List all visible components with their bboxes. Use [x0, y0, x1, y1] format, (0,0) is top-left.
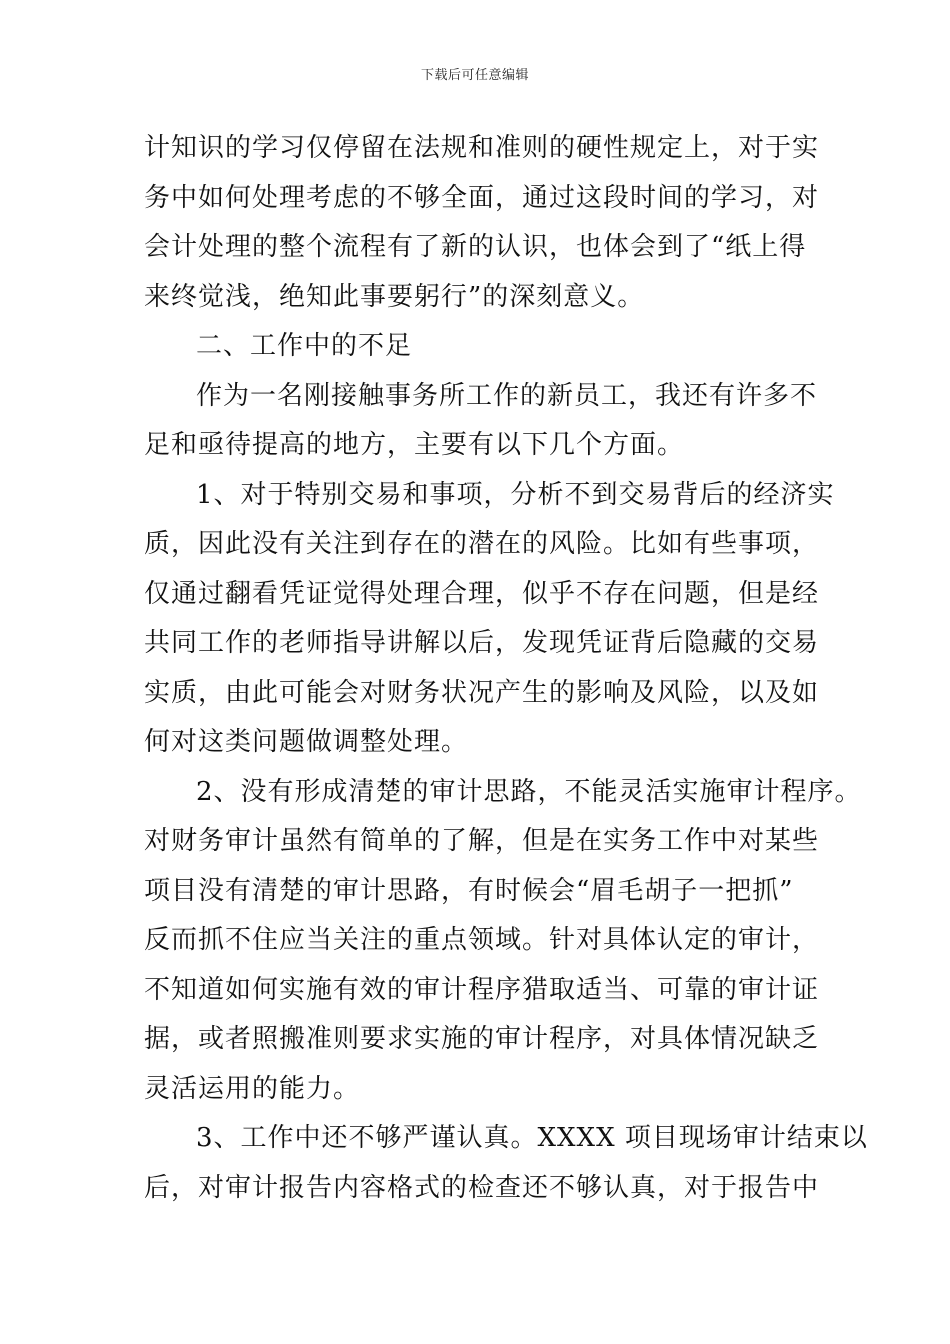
text-line: 来终觉浅，绝知此事要躬行”的深刻意义。 [144, 281, 645, 312]
text-line: 2、没有形成清楚的审计思路，不能灵活实施审计程序。 [196, 776, 862, 807]
text-line: 足和亟待提高的地方，主要有以下几个方面。 [144, 430, 685, 460]
text-line: 不知道如何实施有效的审计程序猎取适当、可靠的审计证 [144, 974, 820, 1005]
text-line: 实质，由此可能会对财务状况产生的影响及风险，以及如 [144, 677, 820, 708]
paragraph [144, 1114, 868, 1213]
text-line: 灵活运用的能力。 [144, 1073, 361, 1104]
paragraph [144, 768, 862, 1115]
text-line: 后，对审计报告内容格式的检查还不够认真，对于报告中 [144, 1172, 820, 1203]
text-line: 1、对于特别交易和事项，分析不到交易背后的经济实 [196, 479, 835, 510]
text-line: 对财务审计虽然有简单的了解，但是在实务工作中对某些 [144, 826, 820, 856]
page-header: 下载后可任意编辑 [420, 68, 529, 83]
section-heading [144, 322, 814, 372]
text-line: 会计处理的整个流程有了新的认识，也体会到了“纸上得 [144, 232, 807, 262]
paragraph [144, 372, 818, 471]
text-line: 质，因此没有关注到存在的潜在的风险。比如有些事项， [144, 529, 820, 559]
document-body [144, 124, 868, 1213]
text-line: 反而抓不住应当关注的重点领域。针对具体认定的审计， [144, 925, 820, 955]
text-line: 何对这类问题做调整处理。 [144, 727, 469, 757]
text-line: 据，或者照搬准则要求实施的审计程序，对具体情况缺乏 [144, 1024, 820, 1054]
text-line: 计知识的学习仅停留在法规和准则的硬性规定上，对于实 [144, 133, 820, 163]
text-line: 作为一名刚接触事务所工作的新员工，我还有许多不 [196, 380, 818, 411]
paragraph [144, 471, 835, 768]
text-line: 3、工作中还不够严谨认真。XXXX 项目现场审计结束以 [196, 1123, 868, 1153]
heading-line: 二、工作中的不足 [196, 331, 413, 361]
text-line: 仅通过翻看凭证觉得处理合理，似乎不存在问题，但是经 [144, 578, 820, 609]
text-line: 项目没有清楚的审计思路，有时候会“眉毛胡子一把抓” [144, 875, 794, 906]
text-line: 共同工作的老师指导讲解以后，发现凭证背后隐藏的交易 [144, 628, 820, 658]
paragraph [144, 124, 820, 322]
text-line: 务中如何处理考虑的不够全面，通过这段时间的学习，对 [144, 182, 820, 213]
